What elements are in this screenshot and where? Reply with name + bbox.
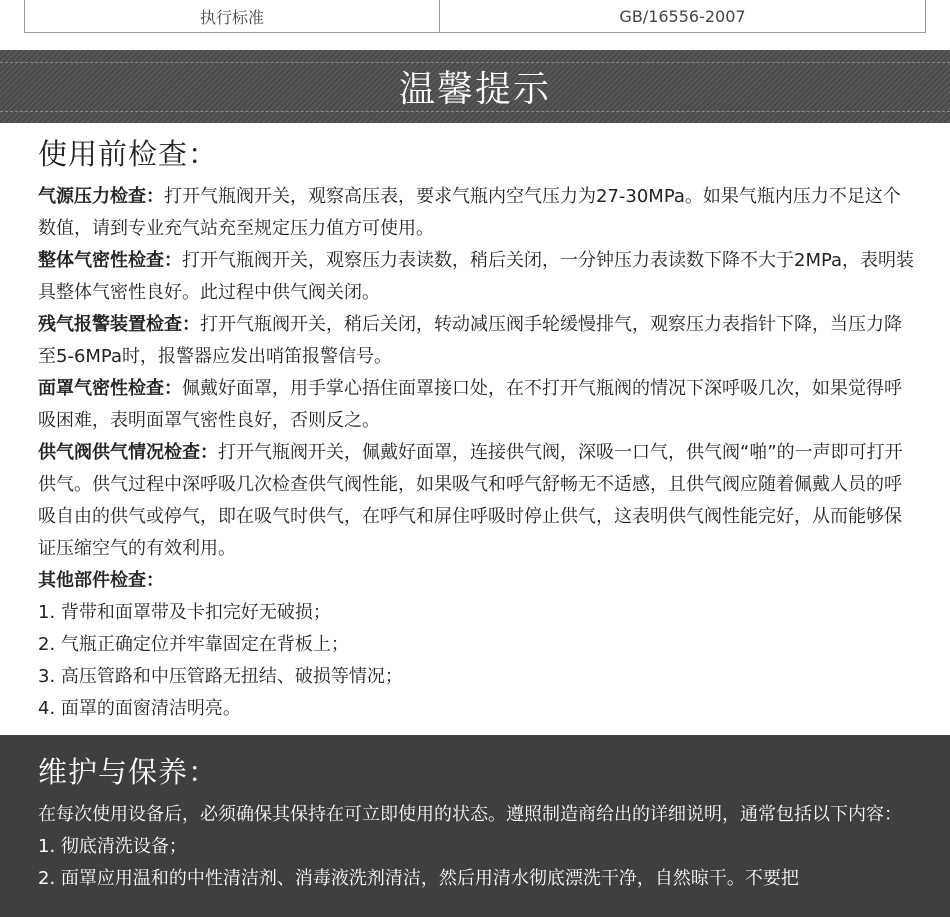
check-item xyxy=(38,309,918,373)
check-item-text: 打开气瓶阀开关，观察压力表读数，稍后关闭，一分钟压力表读数下降不大于2MPa，表明装具整体气密性良好。此过程中供气阀关闭。 xyxy=(38,250,915,303)
list-item: 1. 背带和面罩带及卡扣完好无破损； xyxy=(38,602,331,623)
list-item: 2. 面罩应用温和的中性清洁剂、消毒液洗剂清洁，然后用清水彻底漂洗干净，自然晾干。不要把 xyxy=(38,868,799,889)
check-item-label: 残气报警装置检查： xyxy=(38,314,200,335)
tips-banner xyxy=(0,50,950,123)
precheck-heading: 使用前检查： xyxy=(38,137,219,171)
check-item-label: 整体气密性检查： xyxy=(38,250,182,271)
precheck-section xyxy=(38,131,918,725)
check-item-text: 打开气瓶阀开关，稍后关闭，转动减压阀手轮缓慢排气，观察压力表指针下降，当压力降至5-6MPa时，报警器应发出哨笛报警信号。 xyxy=(38,314,902,367)
check-item xyxy=(38,245,918,309)
other-parts-label: 其他部件检查： xyxy=(38,570,164,591)
maintenance-heading: 维护与保养： xyxy=(38,755,219,789)
check-item xyxy=(38,181,918,245)
list-item: 3. 高压管路和中压管路无扭结、破损等情况； xyxy=(38,666,403,687)
check-item-label: 气源压力检查： xyxy=(38,186,164,207)
check-item xyxy=(38,373,918,437)
list-item: 2. 气瓶正确定位并牢靠固定在背板上； xyxy=(38,634,349,655)
list-item: 4. 面罩的面窗清洁明亮。 xyxy=(38,698,241,719)
list-item: 1. 彻底清洗设备； xyxy=(38,836,187,857)
spec-label: 执行标准 xyxy=(25,0,440,32)
other-parts-heading xyxy=(38,565,918,597)
check-item-text: 打开气瓶阀开关，佩戴好面罩，连接供气阀，深吸一口气，供气阀“啪”的一声即可打开供气。供气过程中深呼吸几次检查供气阀性能，如果吸气和呼气舒畅无不适感，且供气阀应随着佩戴人员的呼吸自由的供气或停气，即在吸气时供气，在呼气和屏住呼吸时停止供气，这表明供气阀性能完好，从而能够保证压缩空气的有效利用。 xyxy=(38,442,903,559)
spec-value: GB/16556-2007 xyxy=(619,6,746,26)
check-item-label: 供气阀供气情况检查： xyxy=(38,442,218,463)
check-item-text: 佩戴好面罩，用手掌心捂住面罩接口处，在不打开气瓶阀的情况下深呼吸几次，如果觉得呼吸困难，表明面罩气密性良好，否则反之。 xyxy=(38,378,902,431)
spec-table xyxy=(24,0,926,33)
maintenance-intro: 在每次使用设备后，必须确保其保持在可立即使用的状态。遵照制造商给出的详细说明，通常包括以下内容： xyxy=(38,804,902,825)
check-item xyxy=(38,437,918,565)
banner-title: 温馨提示 xyxy=(398,69,551,110)
check-item-text: 打开气瓶阀开关，观察高压表，要求气瓶内空气压力为27-30MPa。如果气瓶内压力不足这个数值，请到专业充气站充至规定压力值方可使用。 xyxy=(38,186,901,239)
maintenance-section xyxy=(0,735,950,917)
check-item-label: 面罩气密性检查： xyxy=(38,378,182,399)
